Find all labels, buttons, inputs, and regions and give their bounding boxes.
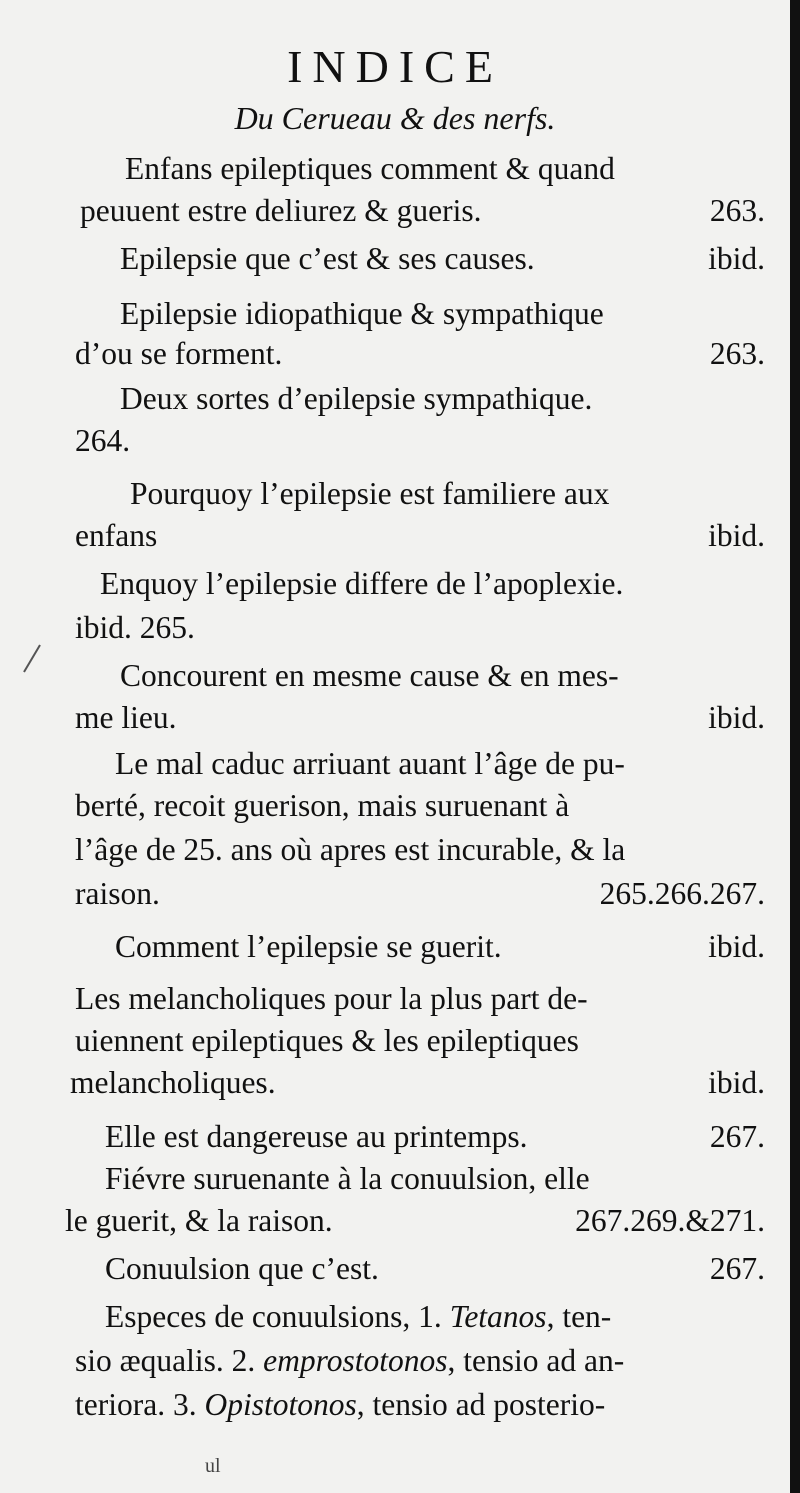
entry-line: Epilepsie idiopathique & sympathique	[120, 296, 604, 331]
index-entry	[75, 565, 765, 645]
entry-text-italic: emprostotonos	[263, 1343, 448, 1378]
margin-stroke	[18, 640, 48, 680]
entry-line	[75, 1342, 624, 1380]
index-entry	[70, 980, 765, 1110]
page-reference: ibid.	[708, 241, 765, 276]
index-entry	[75, 150, 765, 230]
page-reference: 265.266.267.	[599, 876, 765, 911]
entry-line: enfans	[75, 518, 158, 553]
entry-line: le guerit, & la raison.	[65, 1203, 333, 1238]
entry-line: ibid. 265.	[75, 610, 195, 645]
index-entry	[75, 928, 765, 968]
entry-line: 264.	[75, 423, 131, 458]
page-reference: 267.	[709, 1119, 765, 1154]
entry-line	[75, 1386, 605, 1424]
entry-line	[105, 1298, 611, 1336]
entry-line: Concourent en mesme cause & en mes-	[120, 658, 619, 693]
index-entry	[75, 1250, 765, 1290]
page-reference: ibid.	[708, 929, 765, 964]
entry-text: teriora. 3.	[75, 1387, 197, 1422]
entry-text: , tensio ad an-	[447, 1343, 625, 1378]
entry-line: Epilepsie que c’est & ses causes.	[120, 241, 535, 276]
entry-line: raison.	[75, 876, 160, 911]
page-reference: 267.	[709, 1251, 765, 1286]
index-entry	[75, 240, 765, 280]
page-title: INDICE	[287, 41, 503, 92]
entry-line: Pourquoy l’epilepsie est familiere aux	[130, 476, 610, 511]
entry-line: Le mal caduc arriuant auant l’âge de pu-	[115, 746, 625, 781]
entry-line: Enfans epileptiques comment & quand	[125, 151, 615, 186]
entry-line: uiennent epileptiques & les epileptiques	[75, 1023, 579, 1058]
index-entry	[75, 295, 765, 375]
page-reference: 263.	[709, 193, 765, 228]
page-reference: ibid.	[708, 1065, 765, 1100]
page-subtitle: Du Cerueau & des nerfs.	[234, 100, 556, 136]
index-entry	[75, 657, 765, 737]
page-reference: ibid.	[708, 518, 765, 553]
index-entry	[75, 1118, 765, 1158]
entry-line: Comment l’epilepsie se guerit.	[115, 929, 502, 964]
footer-mark: ul	[205, 1455, 221, 1477]
page-reference: 267.269.&271.	[575, 1203, 765, 1238]
entry-text: Especes de conuulsions, 1.	[105, 1299, 442, 1334]
index-entry	[65, 1160, 765, 1240]
index-entry	[75, 380, 765, 460]
entry-line: Fiévre suruenante à la conuulsion, elle	[105, 1161, 590, 1196]
page-reference: 263.	[709, 336, 765, 371]
entry-text: sio æqualis. 2.	[75, 1343, 256, 1378]
entry-line: Elle est dangereuse au printemps.	[105, 1119, 528, 1154]
entry-line: l’âge de 25. ans où apres est incurable, & la	[75, 832, 626, 867]
entry-text-italic: Tetanos	[449, 1299, 547, 1334]
entry-text: , tensio ad posterio-	[356, 1387, 606, 1422]
entry-line: Enquoy l’epilepsie differe de l’apoplexie.	[100, 566, 624, 601]
entry-line: peuuent estre deliurez & gueris.	[80, 193, 482, 228]
entry-line: Conuulsion que c’est.	[105, 1251, 379, 1286]
entry-line: me lieu.	[75, 700, 177, 735]
entry-line: berté, recoit guerison, mais suruenant à	[75, 788, 570, 823]
index-entry	[75, 475, 765, 555]
entry-text: , ten-	[546, 1299, 612, 1334]
entry-line: d’ou se forment.	[75, 336, 283, 371]
entry-line: Les melancholiques pour la plus part de-	[75, 981, 588, 1016]
index-entry	[75, 745, 765, 915]
entry-line: Deux sortes d’epilepsie sympathique.	[120, 381, 593, 416]
entry-line: melancholiques.	[70, 1065, 276, 1100]
page-reference: ibid.	[708, 700, 765, 735]
entry-text-italic: Opistotonos	[204, 1387, 357, 1422]
index-entry	[75, 1298, 765, 1428]
page-edge-shadow	[790, 0, 800, 1493]
